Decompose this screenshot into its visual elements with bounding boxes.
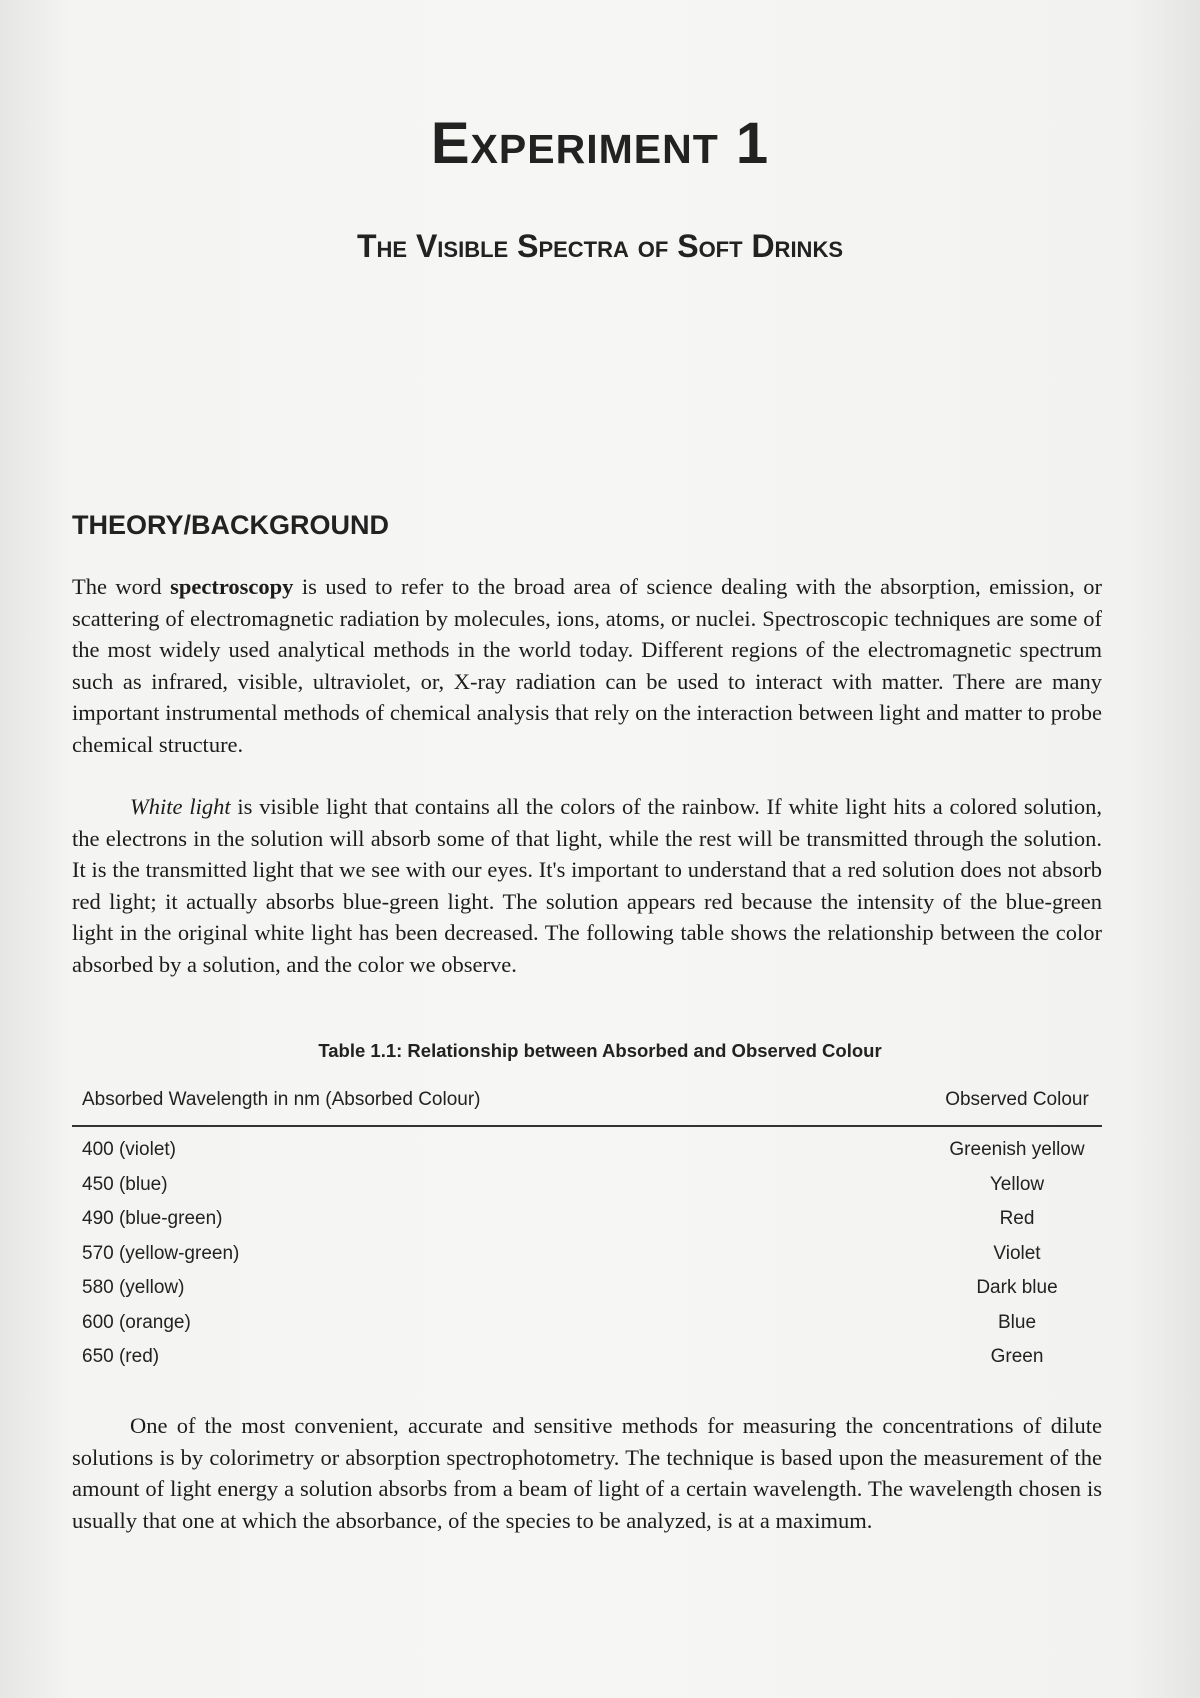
table-cell-observed: Yellow: [989, 1173, 1045, 1195]
paragraph-spectroscopy: [72, 571, 1102, 760]
table-row: [72, 1237, 1102, 1272]
table-cell-absorbed: 650 (red): [82, 1346, 160, 1368]
table-row: [72, 1306, 1102, 1341]
table-header-observed: Observed Colour: [945, 1089, 1089, 1110]
table-cell-observed: Red: [999, 1208, 1035, 1230]
table-caption: Table 1.1: Relationship between Absorbed and Observed Colour: [318, 1040, 882, 1061]
table-row: [72, 1168, 1102, 1203]
table-cell-absorbed: 580 (yellow): [82, 1277, 185, 1299]
table-cell-absorbed: 450 (blue): [82, 1173, 168, 1195]
table-cell-absorbed: 400 (violet): [82, 1139, 176, 1161]
term-spectroscopy: spectroscopy: [170, 574, 294, 599]
experiment-subtitle: The Visible Spectra of Soft Drinks: [356, 228, 844, 264]
table-cell-observed: Blue: [997, 1311, 1037, 1333]
experiment-title: Experiment 1: [430, 111, 770, 176]
table-cell-absorbed: 600 (orange): [82, 1311, 191, 1333]
paragraph-text: The word: [72, 574, 171, 599]
table-cell-observed: Violet: [993, 1242, 1041, 1264]
table-header-row: [72, 1083, 1102, 1127]
paragraph-colorimetry: One of the most convenient, accurate and sensitive methods for measuring the concentrations of dilute solutions is by colorimetry or absorption spectrophotometry. The technique is based upon the measurement of the amount of light energy a solution absorbs from a beam of light of a certain wavelength. The wavelength chosen is usually that one at which the absorbance, of the species to be analyzed, is at a maximum.: [72, 1413, 1102, 1533]
table-header-absorbed: Absorbed Wavelength in nm (Absorbed Colour): [82, 1089, 481, 1110]
table-body: [72, 1127, 1102, 1375]
paragraph-white-light: [72, 791, 1102, 980]
table-cell-observed: Green: [990, 1346, 1044, 1368]
table-row: [72, 1202, 1102, 1237]
table-cell-absorbed: 570 (yellow-green): [82, 1242, 240, 1264]
table-row: [72, 1133, 1102, 1168]
paragraph-text: is visible light that contains all the colors of the rainbow. If white light hits a colored solution, the electrons in the solution will absorb some of that light, while the rest will be transmitted through the solution. It is the transmitted light that we see with our eyes. It's important to understand that a red solution does not absorb red light; it actually absorbs blue-green light. The solution appears red because the intensity of the blue-green light in the original white light has been decreased. The following table shows the relationship between the color absorbed by a solution, and the color we observe.: [72, 794, 1102, 977]
paragraph-text: is used to refer to the broad area of science dealing with the absorption, emission, or scattering of electromagnetic radiation by molecules, ions, atoms, or nuclei. Spectroscopic techniques are some of the most widely used analytical methods in the world today. Different regions of the electromagnetic spectrum such as infrared, visible, ultraviolet, or, X-ray radiation can be used to interact with matter. There are many important instrumental methods of chemical analysis that rely on the interaction between light and matter to probe chemical structure.: [72, 574, 1102, 757]
table-cell-observed: Dark blue: [976, 1277, 1058, 1299]
table-row: [72, 1271, 1102, 1306]
table-cell-observed: Greenish yellow: [949, 1139, 1085, 1161]
section-heading: THEORY/BACKGROUND: [72, 510, 389, 540]
term-white-light: White light: [130, 794, 231, 819]
colour-table: [72, 1083, 1102, 1375]
table-cell-absorbed: 490 (blue-green): [82, 1208, 223, 1230]
table-row: [72, 1340, 1102, 1375]
